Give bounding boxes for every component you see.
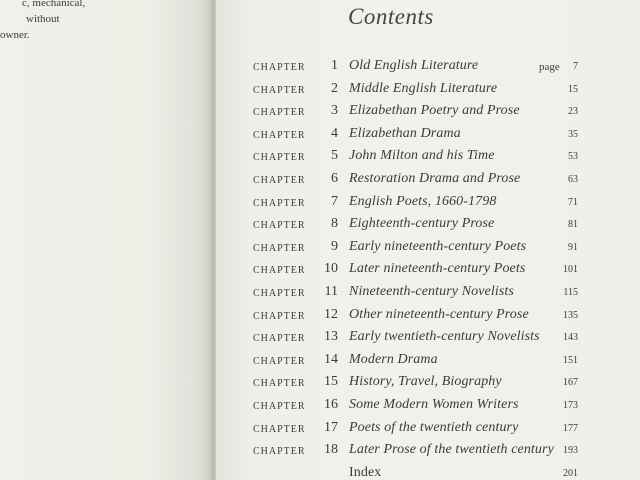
chapter-number: 12: [324, 306, 338, 322]
chapter-title: History, Travel, Biography: [349, 374, 502, 390]
chapter-number: 3: [331, 103, 338, 119]
chapter-label: CHAPTER: [253, 152, 306, 164]
chapter-label: CHAPTER: [253, 175, 306, 186]
page-number: 115: [563, 287, 578, 298]
copyright-line: without: [26, 13, 60, 25]
toc-entry: [0, 352, 640, 372]
toc-entry: [0, 126, 640, 146]
page-number: 135: [563, 309, 578, 321]
chapter-number: 5: [331, 148, 338, 164]
toc-entry: [0, 239, 640, 259]
page-number: 193: [563, 445, 578, 457]
chapter-label: CHAPTER: [253, 310, 306, 322]
chapter-label: CHAPTER: [253, 197, 306, 209]
page-number: 173: [563, 400, 578, 411]
chapter-number: 13: [324, 329, 338, 345]
chapter-label: CHAPTER: [253, 107, 306, 119]
chapter-title: Elizabethan Poetry and Prose: [349, 103, 520, 119]
contents-title: Contents: [348, 4, 434, 29]
page-number: 177: [563, 422, 578, 434]
copyright-line: c, mechanical,: [22, 0, 86, 9]
toc-entry: [0, 171, 640, 191]
toc-entry: [0, 216, 640, 236]
chapter-label: CHAPTER: [253, 288, 306, 299]
toc-entry: [0, 374, 640, 394]
chapter-title: Middle English Literature: [349, 80, 498, 96]
chapter-number: 10: [324, 261, 338, 277]
chapter-label: CHAPTER: [253, 242, 306, 254]
chapter-number: 8: [331, 216, 338, 232]
toc-entry: [0, 148, 640, 168]
chapter-title: Modern Drama: [349, 351, 438, 367]
chapter-title: Old English Literature: [349, 58, 479, 73]
chapter-title: Some Modern Women Writers: [349, 397, 519, 412]
chapter-number: 7: [331, 193, 338, 209]
page-label: page: [539, 61, 560, 73]
chapter-number: 9: [331, 238, 338, 254]
page-number: 71: [568, 196, 578, 208]
page-number: 143: [563, 332, 578, 344]
chapter-label: CHAPTER: [253, 220, 306, 232]
page-number: 23: [568, 106, 578, 118]
chapter-title: Other nineteenth-century Prose: [349, 306, 529, 322]
page-number: 15: [568, 83, 578, 95]
chapter-number: 4: [331, 125, 338, 141]
page-number: 151: [563, 354, 578, 366]
chapter-number: 14: [324, 351, 338, 367]
chapter-title: John Milton and his Time: [349, 148, 495, 164]
chapter-label: CHAPTER: [253, 62, 306, 73]
index-title: Index: [349, 464, 382, 480]
chapter-title: Later Prose of the twentieth century: [349, 442, 554, 458]
chapter-number: 6: [331, 171, 338, 186]
page-number: 35: [568, 128, 578, 140]
page-number: 81: [568, 219, 578, 231]
chapter-title: English Poets, 1660-1798: [349, 193, 497, 209]
toc-entry: [0, 284, 640, 304]
chapter-label: CHAPTER: [253, 446, 306, 458]
chapter-title: Poets of the twentieth century: [349, 419, 519, 435]
chapter-number: 18: [324, 442, 338, 458]
chapter-title: Early nineteenth-century Poets: [349, 238, 527, 254]
chapter-label: CHAPTER: [253, 265, 306, 277]
toc-entry: [0, 329, 640, 349]
chapter-label: CHAPTER: [253, 355, 306, 367]
chapter-number: 17: [324, 419, 338, 435]
toc-entry: [0, 397, 640, 417]
toc-entry: [0, 58, 640, 78]
chapter-label: CHAPTER: [253, 423, 306, 435]
chapter-title: Later nineteenth-century Poets: [349, 261, 526, 277]
chapter-number: 2: [331, 80, 338, 96]
page-number: 7: [573, 61, 578, 72]
toc-entry: [0, 261, 640, 281]
toc-entry: [0, 307, 640, 327]
page-number: 101: [563, 264, 578, 276]
chapter-title: Restoration Drama and Prose: [349, 171, 521, 186]
chapter-label: CHAPTER: [253, 378, 306, 390]
chapter-title: Eighteenth-century Prose: [349, 216, 495, 232]
chapter-number: 15: [324, 374, 338, 390]
chapter-label: CHAPTER: [253, 84, 306, 96]
chapter-number: 1: [331, 58, 338, 73]
page-number: 167: [563, 377, 578, 389]
chapter-title: Early twentieth-century Novelists: [349, 329, 540, 345]
chapter-label: CHAPTER: [253, 333, 306, 345]
chapter-label: CHAPTER: [253, 401, 306, 412]
toc-entry: [0, 194, 640, 214]
page-number: 63: [568, 174, 578, 185]
toc-entry: [0, 420, 640, 440]
toc-entry: [0, 442, 640, 462]
chapter-title: Elizabethan Drama: [349, 125, 461, 141]
chapter-number: 11: [324, 284, 338, 299]
toc-entry: [0, 81, 640, 101]
index-page-number: 201: [563, 467, 578, 479]
toc-entry: [0, 103, 640, 123]
copyright-line: owner.: [0, 29, 30, 41]
chapter-label: CHAPTER: [253, 129, 306, 141]
page-number: 53: [568, 151, 578, 163]
chapter-title: Nineteenth-century Novelists: [349, 284, 514, 299]
page-number: 91: [568, 241, 578, 253]
chapter-number: 16: [324, 397, 338, 412]
toc-index-entry: [0, 465, 640, 480]
